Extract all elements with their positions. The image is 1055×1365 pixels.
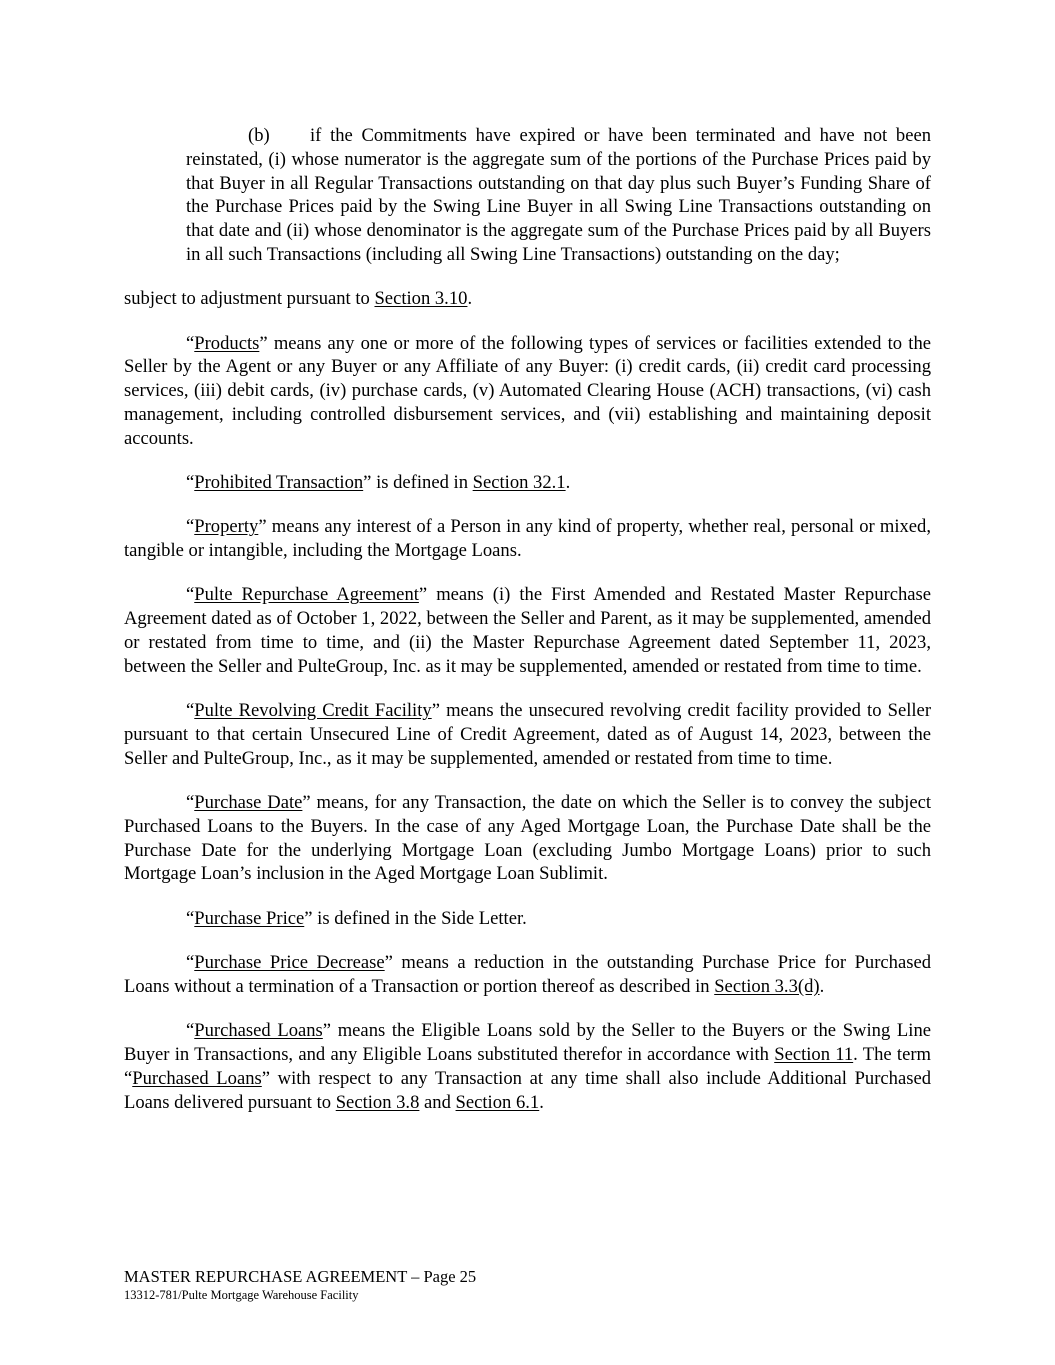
defined-term: Purchased Loans [194,1020,323,1042]
clause-b [186,124,931,267]
defined-term: Pulte Repurchase Agreement [194,584,419,606]
definition-purchase-price-decrease: “Purchase Price Decrease” means a reduction in the outstanding Purchase Price for Purchased Loans without a termination of a Transaction or portion thereof as described in Section 3.3(d). [124,952,932,997]
definition-pulte-revolving-credit-facility: “Pulte Revolving Credit Facility” means the unsecured revolving credit facility provided to Seller pursuant to that certain Unsecured Line of Credit Agreement, dated as of August 14, 2023, between the Seller and PulteGroup, Inc., as it may be supplemented, amended or restated from time to time. [124,700,932,769]
section-ref: Section 3.3(d) [714,975,820,997]
definition-prohibited-transaction: “Prohibited Transaction” is defined in Section 32.1. [186,472,571,494]
section-ref: Section 32.1 [472,472,566,494]
defined-term: Purchased Loans [132,1067,262,1089]
defined-term: Prohibited Transaction [194,472,364,494]
definition-purchase-price: “Purchase Price” is defined in the Side Letter. [186,907,527,929]
defined-term: Purchase Price [194,907,305,929]
footer-title: MASTER REPURCHASE AGREEMENT – Page 25 [124,1267,477,1286]
defined-term: Pulte Revolving Credit Facility [194,700,432,722]
definition-purchase-date: “Purchase Date” means, for any Transaction, the date on which the Seller is to convey the subject Purchased Loans to the Buyers. In the case of any Aged Mortgage Loan, the Purchase Date shall be the Purchase Date for the underlying Mortgage Loan (excluding Jumbo Mortgage Loans) prior to such Mortgage Loan’s inclusion in the Aged Mortgage Loan Sublimit. [124,792,931,885]
defined-term: Products [194,332,260,354]
page-footer [124,1267,476,1303]
footer-reference: 13312-781/Pulte Mortgage Warehouse Facility [124,1288,359,1302]
clause-label: (b) [248,125,270,146]
definition-pulte-repurchase-agreement: “Pulte Repurchase Agreement” means (i) the First Amended and Restated Master Repurchase Agreement dated as of October 1, 2022, between the Seller and Parent, as it may be supplemented, amended or restated from time to time, and (ii) the Master Repurchase Agreement dated September 11, 2023, between the Seller and PulteGroup, Inc. as it may be supplemented, amended or restated from time to time. [124,584,932,677]
document-body [124,124,931,1135]
section-ref: Section 3.8 [335,1091,420,1113]
defined-term: Property [194,516,259,538]
definition-products: “Products” means any one or more of the following types of services or facilities extended to the Seller by the Agent or any Buyer or any Affiliate of any Buyer: (i) credit cards, (ii) credit card processing services, (iii) debit cards, (iv) purchase cards, (v) Automated Clearing House (ACH) transactions, (vi) cash management, including controlled disbursement services, and (vii) establishing and maintaining deposit accounts. [124,332,931,449]
defined-term: Purchase Date [194,792,303,814]
section-ref: Section 11 [774,1043,854,1065]
definition-property: “Property” means any interest of a Person in any kind of property, whether real, personal or mixed, tangible or intangible, including the Mortgage Loans. [124,516,931,562]
clause-text: if the Commitments have expired or have been terminated and have not been reinstated, (i) whose numerator is the aggregate sum of the portions of the Purchase Prices paid by that Buyer in all Regular Transactions outstanding on that day plus such Buyer’s Funding Share of the Purchase Prices paid by the Swing Line Buyer in all Swing Line Transactions outstanding on that date and (ii) whose denominator is the aggregate sum of the Purchase Prices paid by all Buyers in all such Transactions (including all Swing Line Transactions) outstanding on the day; [186,125,931,265]
section-ref: Section 6.1 [455,1091,540,1113]
defined-term: Purchase Price Decrease [194,952,385,974]
section-ref: Section 3.10 [374,288,468,310]
subject-line: subject to adjustment pursuant to Section 3.10. [124,288,473,310]
definition-purchased-loans: “Purchased Loans” means the Eligible Loans sold by the Seller to the Buyers or the Swing Line Buyer in Transactions, and any Eligible Loans substituted therefor in accordance with Section 11. The term “Purchased Loans” with respect to any Transaction at any time shall also include Additional Purchased Loans delivered pursuant to Section 3.8 and Section 6.1. [124,1020,931,1113]
